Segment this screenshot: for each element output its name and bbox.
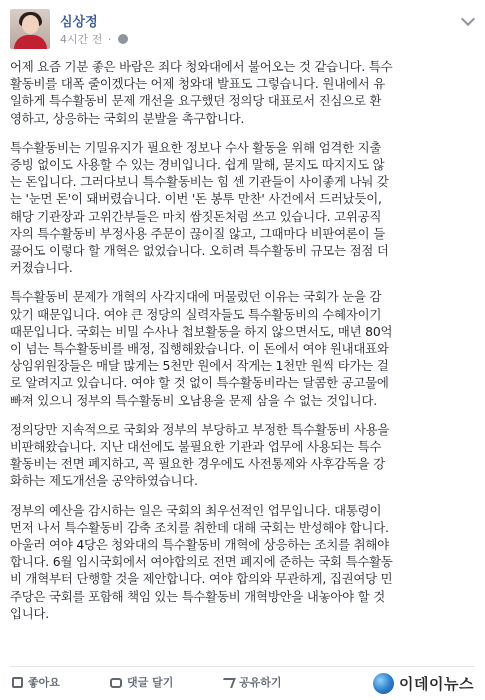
- comment-button[interactable]: [110, 674, 173, 690]
- post-paragraph: 어제 요즘 기분 좋은 바람은 죄다 청와대에서 불어오는 것 같습니다. 특수 활동비를 대폭 줄이겠다는 어제 청와대 발표도 그렇습니다. 원내에서 유 일하게 특수활동비 문제 개선을 요구했던 정의당 대표로서 진심으로 환 영하고, 상응하는 국회의 분발을 촉구합니다.: [10, 59, 393, 126]
- post-paragraph: 특수활동비 문제가 개혁의 사각지대에 머물렀던 이유는 국회가 눈을 감 았기 때문입니다. 여야 큰 정당의 실력자들도 특수활동비의 수혜자이기 때문입니다. 국회는 비밀 수사나 첩보활동을 하지 않으면서도, 매년 80억 이 넘는 특수활동비를 배정, 집행해왔습니다. 이 돈에서 여야 원내대표와 상임위원장들은 매달 많게는 5천만 원에서 작게는 1천만 원씩 타가는 걸 로 알려지고 있습니다. 여야 할 것 없이 특수활동비라는 달콤한 공고물에 빠져 있으니 정부의 특수활동비 오남용을 문제 삼을 수 없는 것입니다.: [10, 289, 393, 408]
- share-label: 공유하기: [239, 676, 282, 689]
- author-name[interactable]: 심상정: [60, 15, 98, 30]
- post-paragraph: 특수활동비는 기밀유지가 필요한 정보나 수사 활동을 위해 엄격한 지출 증빙 없이도 사용할 수 있는 경비입니다. 쉽게 말해, 묻지도 따지지도 않 는 돈입니다. 그러다보니 특수활동비는 힘 센 기관들이 사이좋게 나눠 갖 는 '눈먼 돈'이 돼버렸습니다. 이번 '돈 봉투 만찬' 사건에서 드러났듯이, 해당 기관장과 고위간부들은 마치 쌈짓돈처럼 쓰고 있습니다. 고위공직 자의 특수활동비 부정사용 주문이 끊이질 않고, 그때마다 비판여론이 들 끓어도 이렇다 할 개혁은 없었습니다. 오히려 특수활동비 규모는 점점 더 커졌습니다.: [10, 139, 389, 276]
- comment-icon: [110, 678, 122, 688]
- share-button[interactable]: [222, 674, 282, 690]
- action-divider: [10, 666, 475, 667]
- comment-label: 댓글 달기: [127, 676, 174, 689]
- avatar-body: [14, 35, 47, 49]
- avatar-face: [22, 15, 39, 34]
- globe-icon: [118, 34, 128, 44]
- post-paragraph: 정의당만 지속적으로 국회와 정부의 부당하고 부정한 특수활동비 사용을 비판해왔습니다. 지난 대선에도 불필요한 기관과 업무에 사용되는 특수 활동비는 전면 폐지하고, 꼭 필요한 경우에도 사전통제와 사후감독을 강 화하는 제도개선을 공약하였습니다.: [10, 421, 390, 489]
- post-header: [10, 6, 475, 50]
- like-button[interactable]: [12, 674, 60, 690]
- post-body: [10, 58, 475, 634]
- like-icon: [12, 677, 23, 688]
- post-paragraph: 정부의 예산을 감시하는 일은 국회의 최우선적인 업무입니다. 대통령이 먼저 나서 특수활동비 감축 조치를 취한데 대해 국회는 반성해야 합니다. 아울러 여야 4당은 청와대의 특수활동비 개혁에 상응하는 조치를 취해야 합니다. 6월 임시국회에서 여야합의로 전면 폐지에 준하는 국회 특수활동 비 개혁부터 단행할 것을 제안합니다. 여야 합의와 무관하게, 집권여당 민 주당은 국회를 포함해 책임 있는 특수활동비 개혁방안을 내놓아야 할 것 입니다.: [10, 502, 393, 621]
- news-watermark: [373, 672, 474, 694]
- avatar[interactable]: [10, 9, 50, 49]
- like-label: 좋아요: [28, 676, 60, 689]
- news-logo-globe-icon: [373, 673, 394, 694]
- chevron-down-icon[interactable]: [461, 12, 475, 26]
- post-meta: 4시간 전 ·: [60, 31, 128, 47]
- post-actions: [10, 670, 480, 696]
- share-icon: [220, 678, 236, 688]
- news-logo-text: 이데이뉴스: [399, 674, 474, 693]
- post-time[interactable]: 4시간 전: [60, 33, 103, 46]
